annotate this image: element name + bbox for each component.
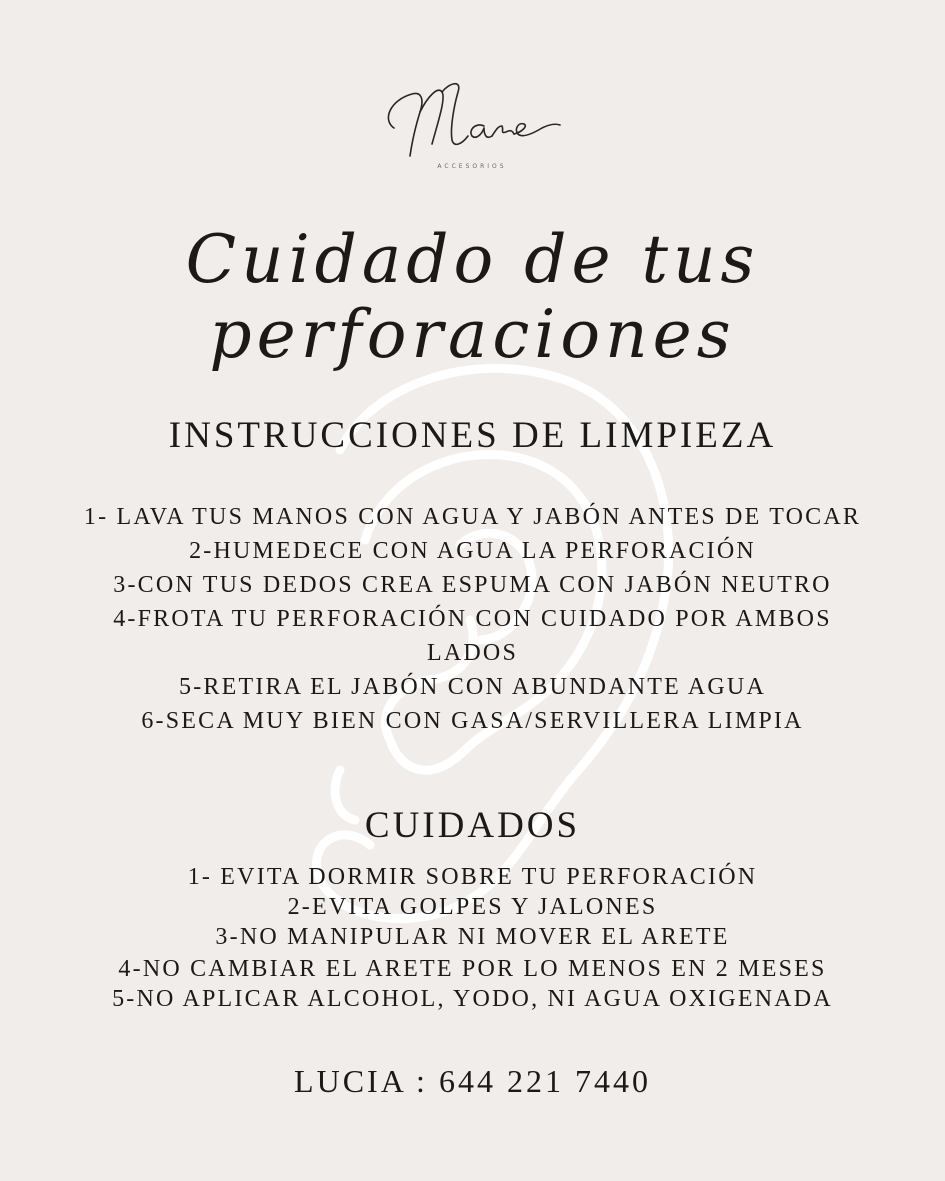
list-item: 4-NO CAMBIAR EL ARETE POR LO MENOS EN 2 MESES: [118, 956, 827, 982]
list-item: 1- EVITA DORMIR SOBRE TU PERFORACIÓN: [187, 864, 758, 890]
list-item: 1- LAVA TUS MANOS CON AGUA Y JABÓN ANTES DE TOCAR: [83, 504, 862, 530]
list-item: 2-HUMEDECE CON AGUA LA PERFORACIÓN: [189, 538, 756, 564]
list-item: 3-NO MANIPULAR NI MOVER EL ARETE: [215, 924, 730, 950]
cleaning-list: [70, 500, 875, 738]
cleaning-heading: INSTRUCCIONES DE LIMPIEZA: [168, 415, 777, 456]
mare-script-logo: [372, 70, 572, 180]
logo-subtitle: ACCESORIOS: [437, 163, 507, 170]
contact-phone: LUCIA : 644 221 7440: [294, 1063, 651, 1099]
care-list: [70, 862, 875, 1014]
list-item: 3-CON TUS DEDOS CREA ESPUMA CON JABÓN NEUTRO: [113, 572, 832, 598]
list-item: 5-NO APLICAR ALCOHOL, YODO, NI AGUA OXIGENADA: [112, 986, 833, 1012]
page-title-line-2: perforaciones: [209, 296, 736, 373]
care-heading: CUIDADOS: [364, 805, 581, 846]
page-title-line-1: Cuidado de tus: [185, 221, 760, 298]
list-item: 5-RETIRA EL JABÓN CON ABUNDANTE AGUA: [179, 674, 766, 700]
list-item: 4-FROTA TU PERFORACIÓN CON CUIDADO POR AMBOS LADOS: [113, 606, 832, 666]
list-item: 6-SECA MUY BIEN CON GASA/SERVILLERA LIMPIA: [141, 708, 804, 734]
brand-logo: [372, 70, 572, 180]
list-item: 2-EVITA GOLPES Y JALONES: [287, 894, 658, 920]
